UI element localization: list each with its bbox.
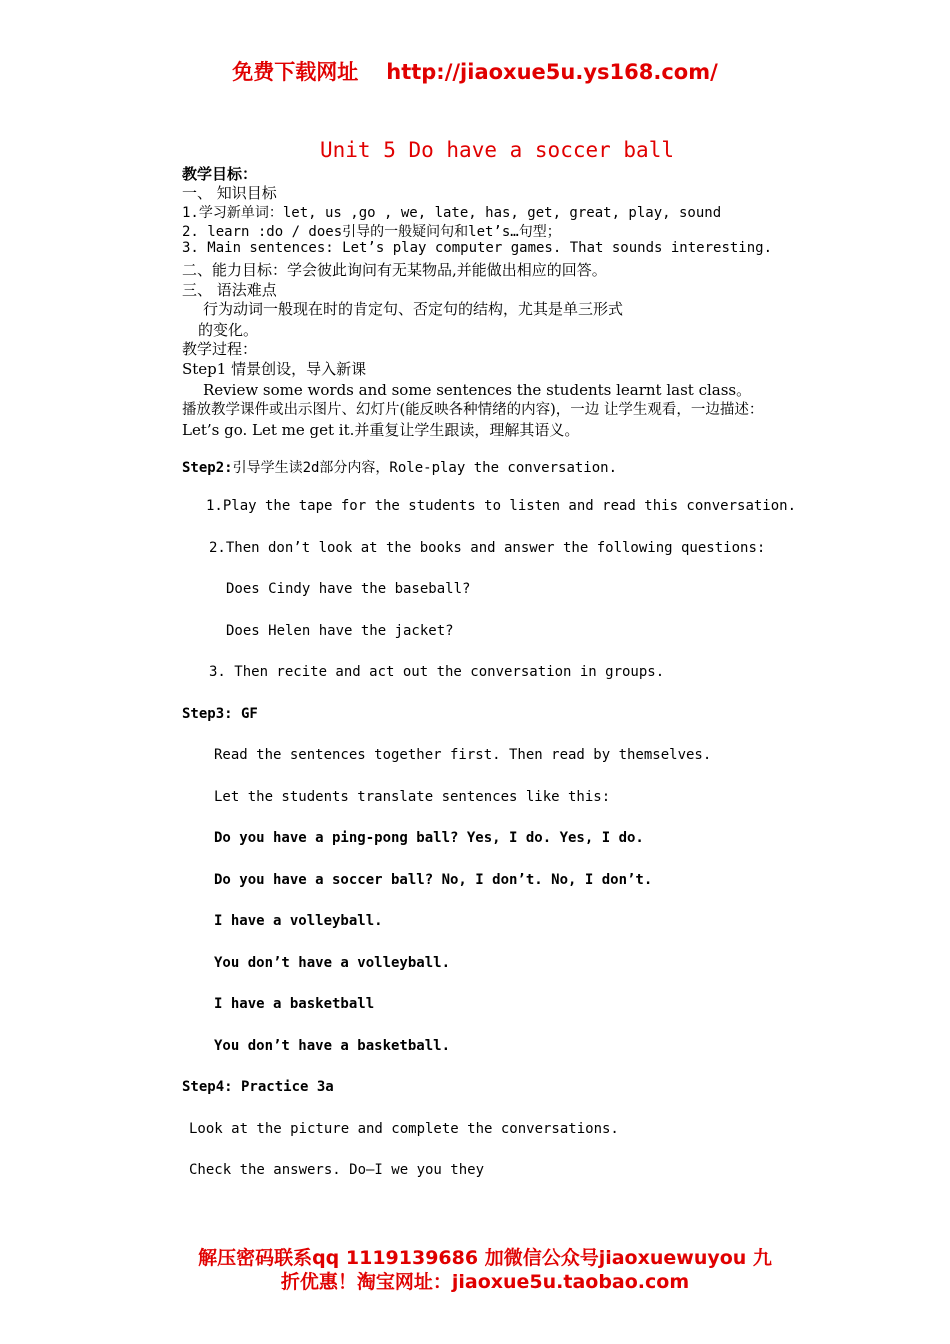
knowledge-goal-item-2: 2. learn :do / does引导的一般疑问句和let’s…句型； (182, 224, 561, 240)
knowledge-goal-heading: 一、 知识目标 (182, 184, 277, 202)
step4-heading: Step4: Practice 3a (182, 1079, 334, 1095)
step1-heading: Step1 情景创设，导入新课 (182, 360, 367, 378)
header-url-link[interactable]: http://jiaoxue5u.ys168.com/ (386, 60, 718, 84)
knowledge-goal-item-3: 3. Main sentences: Let’s play computer games. That sounds interesting. (182, 240, 773, 256)
grammar-goal-line-1: 行为动词一般现在时的肯定句、否定句的结构，尤其是单三形式 (203, 300, 624, 318)
step2-question-1: Does Cindy have the baseball? (226, 581, 471, 597)
example-sentence-5: I have a basketball (214, 996, 375, 1012)
step2-label: Step2: (182, 460, 233, 476)
knowledge-goal-item-1: 1.学习新单词：let, us ,go , we, late, has, get, great, play, sound (182, 205, 722, 221)
ability-goal: 二、能力目标：学会彼此询问有无某物品,并能做出相应的回答。 (182, 261, 607, 279)
example-sentence-4: You don’t have a volleyball. (214, 955, 451, 971)
grammar-goal-line-2: 的变化。 (198, 321, 259, 339)
header-banner (0, 56, 950, 86)
example-sentence-3: I have a volleyball. (214, 913, 383, 929)
example-sentence-2: Do you have a soccer ball? No, I don’t. No, I don’t. (214, 872, 653, 888)
step4-text-b: Check the answers. Do—I we you they (189, 1162, 485, 1178)
header-label: 免费下载网址 (232, 60, 359, 84)
step2-question-2: Does Helen have the jacket? (226, 623, 454, 639)
step2-item-2: 2.Then don’t look at the books and answer the following questions: (209, 540, 766, 556)
example-sentence-6: You don’t have a basketball. (214, 1038, 451, 1054)
step3-heading: Step3: GF (182, 706, 258, 722)
footer-line-2: 折优惠！淘宝网址：jiaoxue5u.taobao.com (280, 1271, 690, 1293)
step3-text-a: Read the sentences together first. Then read by themselves. (214, 747, 712, 763)
step1-text-c: Let’s go. Let me get it.并重复让学生跟读，理解其语义。 (182, 421, 580, 439)
step2-item-1: 1.Play the tape for the students to listen and read this conversation. (206, 498, 797, 514)
lesson-title: Unit 5 Do have a soccer ball (319, 138, 674, 162)
step1-text-a: Review some words and some sentences the students learnt last class。 (203, 381, 752, 399)
step2-line (182, 457, 617, 477)
step1-text-b: 播放教学课件或出示图片、幻灯片(能反映各种情绪的内容)，一边 让学生观看，一边描述： (182, 402, 764, 418)
footer-line-1: 解压密码联系qq 1119139686 加微信公众号jiaoxuewuyou 九 (198, 1247, 772, 1269)
step2-item-3: 3. Then recite and act out the conversation in groups. (209, 664, 665, 680)
process-heading: 教学过程： (182, 340, 258, 358)
grammar-goal-heading: 三、 语法难点 (182, 281, 277, 299)
objectives-heading: 教学目标： (182, 165, 258, 183)
example-sentence-1: Do you have a ping-pong ball? Yes, I do. Yes, I do. (214, 830, 644, 846)
step4-text-a: Look at the picture and complete the conversations. (189, 1121, 619, 1137)
step2-text: 引导学生读2d部分内容，Role-play the conversation. (232, 460, 618, 476)
step3-text-b: Let the students translate sentences like this: (214, 789, 611, 805)
